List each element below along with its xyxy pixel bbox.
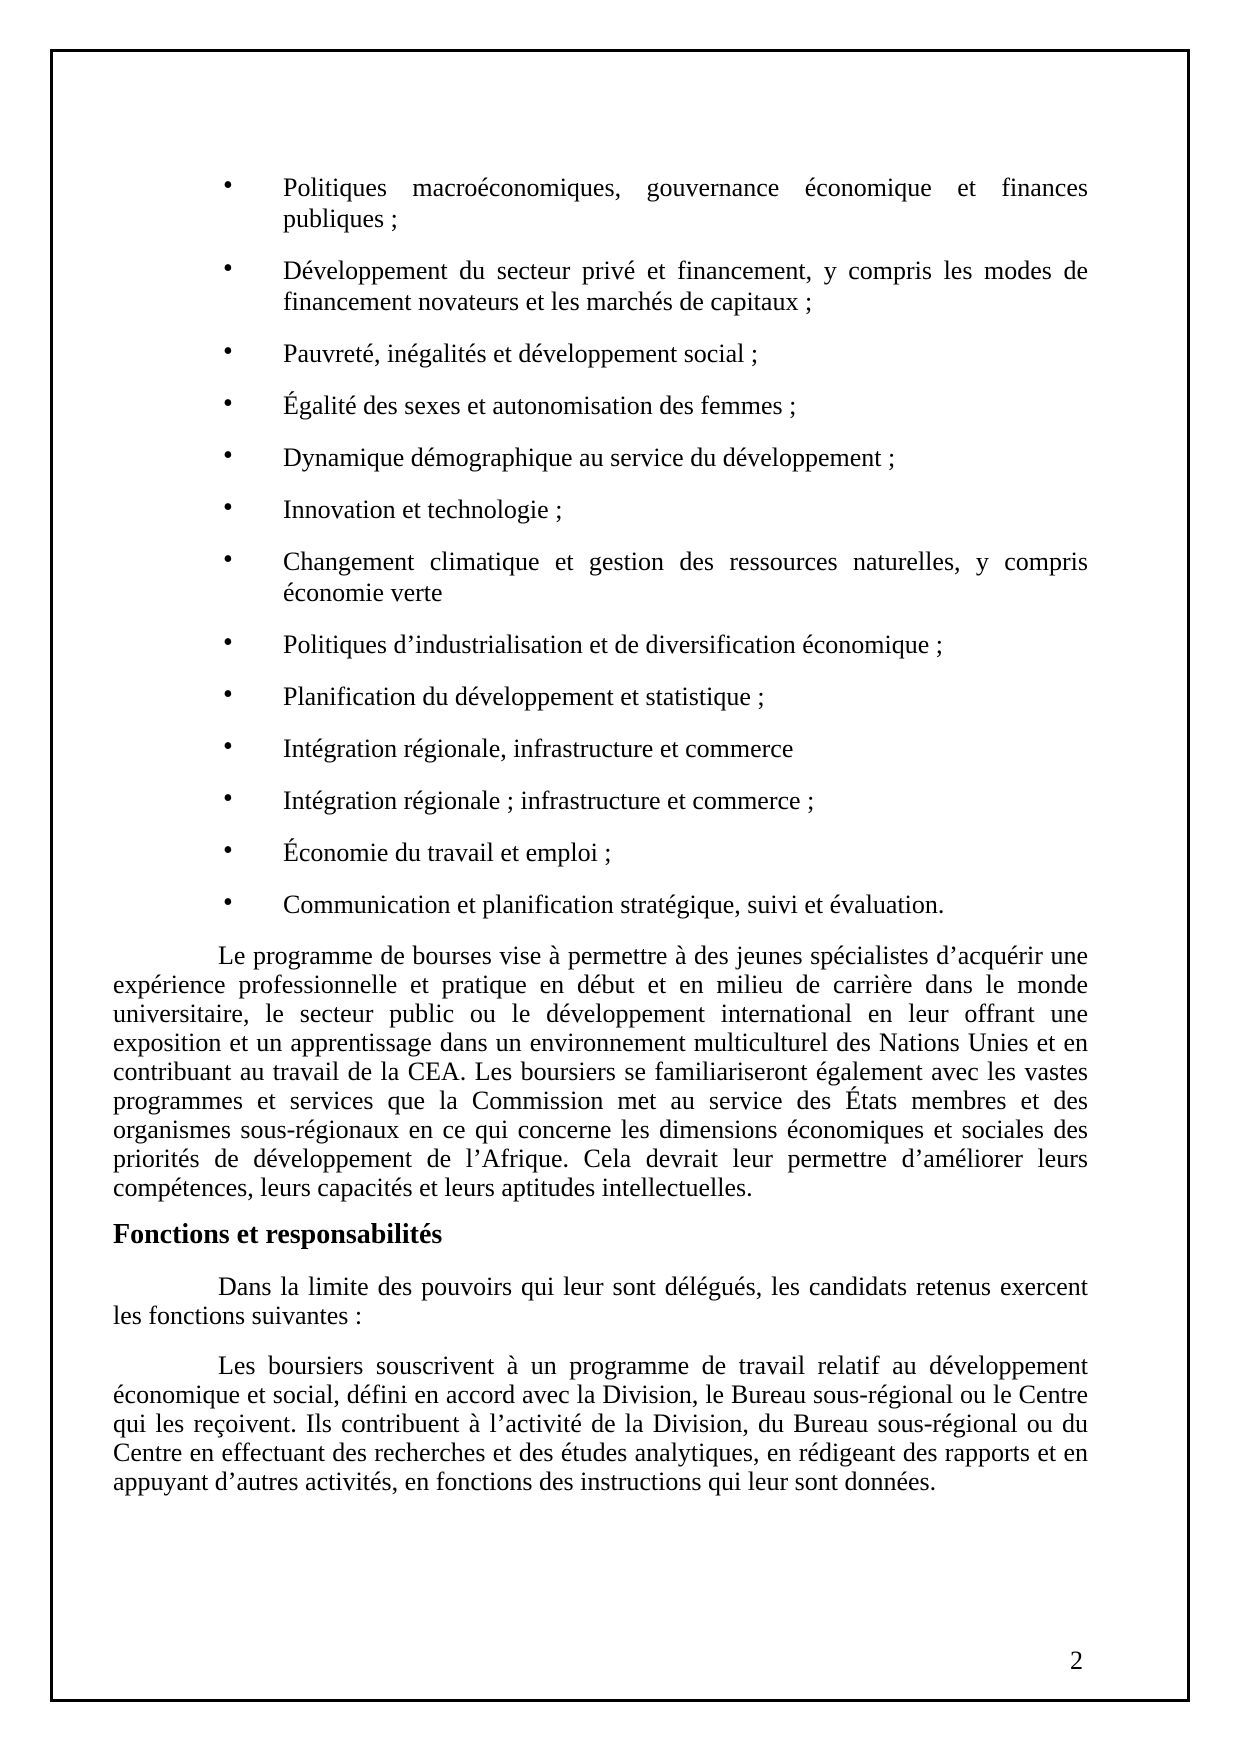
intro-paragraph: Le programme de bourses vise à permettre à des jeunes spécialistes d’acquérir une expérience professionnelle et pratique en début et en milieu de carrière dans le monde universitaire, le secteur public ou le développement international en leur offrant une exposition et un apprentissage dans un environnement multiculturel des Nations Unies et en contribuant au travail de la CEA. Les boursiers se familiariseront également avec les vastes programmes et services que la Commission met au service des États membres et des organismes sous-régionaux en ce qui concerne les dimensions économiques et sociales des priorités de développement de l’Afrique. Cela devrait leur permettre d’améliorer leurs compétences, leurs capacités et leurs aptitudes intellectuelles. — [113, 941, 1088, 1202]
list-item-text: Économie du travail et emploi ; — [283, 838, 612, 867]
list-item-text: Politiques macroéconomiques, gouvernance économique et finances publiques ; — [283, 173, 1088, 233]
list-item-text: Politiques d’industrialisation et de diversification économique ; — [283, 630, 943, 659]
list-item-text: Planification du développement et statistique ; — [283, 682, 765, 711]
list-item-text: Égalité des sexes et autonomisation des femmes ; — [283, 391, 797, 420]
bullet-icon: • — [223, 440, 233, 471]
list-item — [113, 629, 1088, 660]
list-item — [113, 837, 1088, 868]
list-item — [113, 390, 1088, 421]
page-number: 2 — [1070, 1646, 1083, 1675]
list-item — [113, 442, 1088, 473]
bullet-icon: • — [223, 679, 233, 710]
list-item — [113, 546, 1088, 608]
section-heading: Fonctions et responsabilités — [113, 1219, 443, 1250]
bullet-icon: • — [223, 731, 233, 762]
bullet-icon: • — [223, 253, 233, 284]
list-item — [113, 172, 1088, 234]
list-item — [113, 338, 1088, 369]
bullet-icon: • — [223, 170, 233, 201]
list-item-text: Développement du secteur privé et financement, y compris les modes de financement novateurs et les marchés de capitaux ; — [283, 256, 1088, 316]
list-item — [113, 785, 1088, 816]
list-item — [113, 733, 1088, 764]
bullet-icon: • — [223, 783, 233, 814]
bullet-icon: • — [223, 544, 233, 575]
list-item-text: Intégration régionale, infrastructure et commerce — [283, 734, 794, 763]
functions-paragraph: Les boursiers souscrivent à un programme de travail relatif au développement économique et social, défini en accord avec la Division, le Bureau sous-régional ou le Centre qui les reçoivent. Ils contribuent à l’activité de la Division, du Bureau sous-régional ou du Centre en effectuant des recherches et des études analytiques, en rédigeant des rapports et en appuyant d’autres activités, en fonctions des instructions qui leur sont données. — [113, 1351, 1088, 1496]
list-item-text: Dynamique démographique au service du développement ; — [283, 443, 896, 472]
document-content — [113, 172, 1088, 1496]
bullet-icon: • — [223, 388, 233, 419]
bullet-icon: • — [223, 627, 233, 658]
list-item — [113, 255, 1088, 317]
list-item-text: Communication et planification stratégique, suivi et évaluation. — [283, 890, 945, 919]
list-item — [113, 494, 1088, 525]
list-item-text: Intégration régionale ; infrastructure et commerce ; — [283, 786, 815, 815]
bullet-icon: • — [223, 887, 233, 918]
bullet-icon: • — [223, 835, 233, 866]
list-item — [113, 889, 1088, 920]
bullet-icon: • — [223, 492, 233, 523]
bullet-icon: • — [223, 336, 233, 367]
list-item-text: Pauvreté, inégalités et développement social ; — [283, 339, 759, 368]
topics-list — [113, 172, 1088, 920]
functions-paragraph: Dans la limite des pouvoirs qui leur sont délégués, les candidats retenus exercent les fonctions suivantes : — [113, 1272, 1088, 1330]
list-item-text: Innovation et technologie ; — [283, 495, 563, 524]
list-item-text: Changement climatique et gestion des ressources naturelles, y compris économie verte — [283, 547, 1088, 607]
list-item — [113, 681, 1088, 712]
